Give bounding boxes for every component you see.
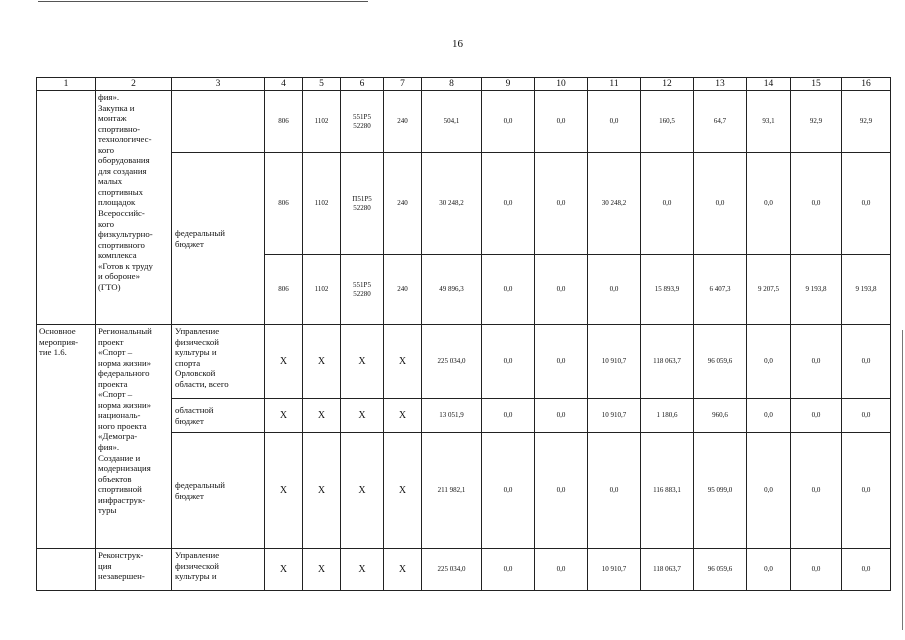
cell-c4: 806 (265, 255, 303, 325)
cell-c12: 15 893,9 (641, 255, 694, 325)
cell-c7: X (384, 325, 422, 399)
cell-c10: 0,0 (535, 255, 588, 325)
cell-c8: 211 982,1 (422, 433, 482, 549)
cell-c5: X (303, 399, 341, 433)
cell-c10: 0,0 (535, 433, 588, 549)
cell-c4: X (265, 433, 303, 549)
cell-c4: X (265, 549, 303, 591)
cell-c8: 13 051,9 (422, 399, 482, 433)
funding-source: федеральный бюджет (172, 433, 265, 549)
measure-number: Основное мероприя- тие 1.6. (37, 325, 96, 549)
cell-c10: 0,0 (535, 153, 588, 255)
cell-c11: 10 910,7 (588, 325, 641, 399)
cell-c6: X (341, 549, 384, 591)
cell-c8: 30 248,2 (422, 153, 482, 255)
cell-c16: 0,0 (842, 153, 891, 255)
cell-c9: 0,0 (482, 399, 535, 433)
cell-c12: 118 063,7 (641, 325, 694, 399)
cell-c7: X (384, 549, 422, 591)
header-row (37, 78, 891, 91)
cell-c11: 30 248,2 (588, 153, 641, 255)
cell-c6: X (341, 325, 384, 399)
header-cell: 6 (341, 78, 384, 91)
cell-c10: 0,0 (535, 549, 588, 591)
cell-c6: X (341, 433, 384, 549)
cell-c8: 225 034,0 (422, 325, 482, 399)
cell-c4: X (265, 325, 303, 399)
table-row (37, 91, 891, 153)
cell-c15: 9 193,8 (791, 255, 842, 325)
activity-description: Региональный проект «Спорт – норма жизни» федерального проекта «Спорт – норма жизни» националь- ного проекта «Демогра- фия». Создание и модернизация объектов спортивной инфраструк- туры (96, 325, 172, 549)
cell-c14: 0,0 (747, 399, 791, 433)
table-row (37, 549, 891, 591)
cell-c14: 93,1 (747, 91, 791, 153)
top-rule (38, 1, 368, 2)
cell-c7: 240 (384, 91, 422, 153)
cell-c14: 0,0 (747, 549, 791, 591)
cell-c15: 0,0 (791, 153, 842, 255)
cell-c13: 96 059,6 (694, 549, 747, 591)
header-cell: 1 (37, 78, 96, 91)
cell-c4: 806 (265, 153, 303, 255)
header-cell: 8 (422, 78, 482, 91)
header-cell: 14 (747, 78, 791, 91)
cell-c5: 1102 (303, 153, 341, 255)
funding-source: Управление физической культуры и (172, 549, 265, 591)
cell-c4: 806 (265, 91, 303, 153)
cell-c7: 240 (384, 255, 422, 325)
cell-c7: X (384, 433, 422, 549)
empty-cell (37, 549, 96, 591)
cell-c11: 0,0 (588, 255, 641, 325)
funding-source: Управление физической культуры и спорта Орловской области, всего (172, 325, 265, 399)
cell-c12: 1 180,6 (641, 399, 694, 433)
cell-c6: 551P5 52280 (341, 255, 384, 325)
cell-c9: 0,0 (482, 255, 535, 325)
cell-c7: 240 (384, 153, 422, 255)
cell-c10: 0,0 (535, 399, 588, 433)
cell-c11: 10 910,7 (588, 399, 641, 433)
header-cell: 7 (384, 78, 422, 91)
cell-c13: 0,0 (694, 153, 747, 255)
cell-c11: 0,0 (588, 433, 641, 549)
page-number: 16 (452, 38, 463, 50)
cell-c15: 0,0 (791, 549, 842, 591)
empty-cell (172, 91, 265, 153)
cell-c5: 1102 (303, 255, 341, 325)
cell-c5: 1102 (303, 91, 341, 153)
activity-description: фия». Закупка и монтаж спортивно- технологичес- кого оборудования для создания малых спортивных площадок Всероссийс- кого физкультурно- спортивного комплекса «Готов к труду и обороне» (ГТО) (96, 91, 172, 325)
cell-c12: 0,0 (641, 153, 694, 255)
cell-c13: 96 059,6 (694, 325, 747, 399)
cell-c16: 0,0 (842, 325, 891, 399)
header-cell: 16 (842, 78, 891, 91)
cell-c4: X (265, 399, 303, 433)
cell-c12: 160,5 (641, 91, 694, 153)
cell-c6: П51P5 52280 (341, 153, 384, 255)
cell-c8: 49 896,3 (422, 255, 482, 325)
cell-c13: 6 407,3 (694, 255, 747, 325)
cell-c12: 118 063,7 (641, 549, 694, 591)
cell-c11: 10 910,7 (588, 549, 641, 591)
empty-cell (37, 91, 96, 325)
cell-c8: 225 034,0 (422, 549, 482, 591)
cell-c16: 0,0 (842, 549, 891, 591)
cell-c8: 504,1 (422, 91, 482, 153)
cell-c5: X (303, 325, 341, 399)
cell-c9: 0,0 (482, 153, 535, 255)
cell-c5: X (303, 549, 341, 591)
cell-c10: 0,0 (535, 325, 588, 399)
cell-c9: 0,0 (482, 325, 535, 399)
cell-c15: 0,0 (791, 325, 842, 399)
cell-c9: 0,0 (482, 549, 535, 591)
cell-c14: 0,0 (747, 153, 791, 255)
budget-table (36, 77, 891, 591)
cell-c9: 0,0 (482, 91, 535, 153)
cell-c12: 116 883,1 (641, 433, 694, 549)
header-cell: 5 (303, 78, 341, 91)
header-cell: 2 (96, 78, 172, 91)
cell-c6: X (341, 399, 384, 433)
header-cell: 4 (265, 78, 303, 91)
cell-c15: 92,9 (791, 91, 842, 153)
cell-c15: 0,0 (791, 399, 842, 433)
cell-c10: 0,0 (535, 91, 588, 153)
cell-c13: 64,7 (694, 91, 747, 153)
header-cell: 3 (172, 78, 265, 91)
header-cell: 13 (694, 78, 747, 91)
activity-description: Реконструк- ция незавершен- (96, 549, 172, 591)
cell-c9: 0,0 (482, 433, 535, 549)
header-cell: 12 (641, 78, 694, 91)
cell-c16: 92,9 (842, 91, 891, 153)
cell-c16: 9 193,8 (842, 255, 891, 325)
header-cell: 9 (482, 78, 535, 91)
cell-c14: 0,0 (747, 325, 791, 399)
funding-source: федеральный бюджет (172, 153, 265, 325)
scan-edge-line (902, 330, 903, 630)
cell-c5: X (303, 433, 341, 549)
cell-c16: 0,0 (842, 433, 891, 549)
cell-c15: 0,0 (791, 433, 842, 549)
cell-c13: 960,6 (694, 399, 747, 433)
cell-c14: 0,0 (747, 433, 791, 549)
cell-c11: 0,0 (588, 91, 641, 153)
header-cell: 10 (535, 78, 588, 91)
cell-c7: X (384, 399, 422, 433)
cell-c16: 0,0 (842, 399, 891, 433)
header-cell: 15 (791, 78, 842, 91)
cell-c13: 95 099,0 (694, 433, 747, 549)
header-cell: 11 (588, 78, 641, 91)
table-row (37, 325, 891, 399)
cell-c14: 9 207,5 (747, 255, 791, 325)
funding-source: областной бюджет (172, 399, 265, 433)
cell-c6: 551P5 52280 (341, 91, 384, 153)
